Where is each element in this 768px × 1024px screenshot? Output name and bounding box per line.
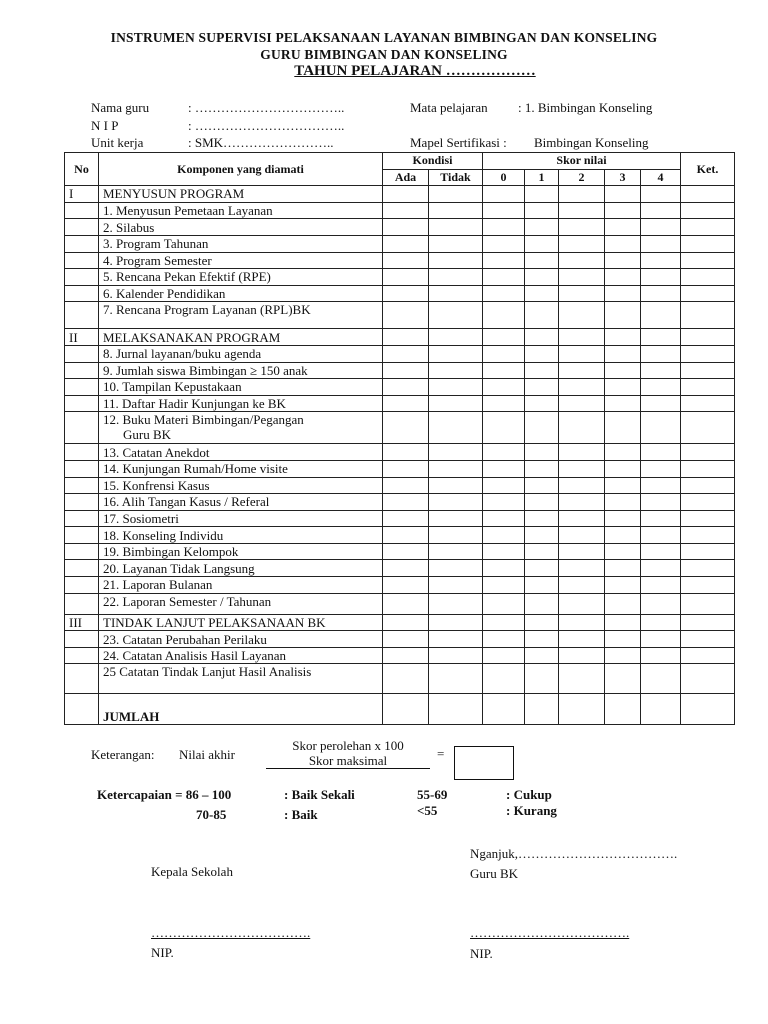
- formula-denominator: Skor maksimal: [308, 753, 388, 768]
- item-label: 14. Kunjungan Rumah/Home visite: [99, 460, 383, 477]
- title-line-2: GURU BIMBINGAN DAN KONSELING: [260, 47, 508, 62]
- mapel-sertifikasi-label: Mapel Sertifikasi :: [410, 135, 507, 150]
- title-line-3: [280, 63, 550, 80]
- tahun-pelajaran-text: TAHUN PELAJARAN ………………: [294, 63, 536, 79]
- mapel-label: Mata pelajaran: [410, 100, 488, 115]
- item-label-two-line: [99, 412, 383, 444]
- section-number: I: [65, 186, 99, 203]
- item-label: 18. Konseling Individu: [99, 527, 383, 544]
- item-label: 20. Layanan Tidak Langsung: [99, 560, 383, 577]
- table-row: [65, 235, 735, 252]
- item-label-continued: Guru BK: [123, 427, 172, 443]
- table-row: [65, 395, 735, 412]
- nip-value: : ……………………………..: [188, 118, 345, 133]
- nip-label: N I P: [91, 118, 119, 133]
- mapel-sertifikasi-value: Bimbingan Konseling: [534, 135, 649, 150]
- item-label: 8. Jurnal layanan/buku agenda: [99, 345, 383, 362]
- header-score-1: 1: [525, 169, 559, 186]
- mapel-value: : 1. Bimbingan Konseling: [518, 100, 653, 115]
- item-label: 2. Silabus: [99, 219, 383, 236]
- section-title: MELAKSANAKAN PROGRAM: [99, 329, 383, 346]
- item-label: 19. Bimbingan Kelompok: [99, 543, 383, 560]
- table-row: [65, 494, 735, 511]
- header-score-2: 2: [559, 169, 605, 186]
- header-score-3: 3: [605, 169, 641, 186]
- nilai-akhir-label: Nilai akhir: [179, 747, 235, 762]
- title-line-1: INSTRUMEN SUPERVISI PELAKSANAAN LAYANAN BIMBINGAN DAN KONSELING: [110, 30, 658, 45]
- table-row: [65, 593, 735, 614]
- kepala-sekolah-label: Kepala Sekolah: [151, 864, 233, 879]
- nip-left-label: NIP.: [151, 945, 174, 960]
- range-below-55: <55: [417, 803, 438, 818]
- formula-numerator: Skor perolehan x 100: [292, 738, 404, 753]
- jumlah-label: JUMLAH: [99, 694, 383, 725]
- unit-kerja-value: : SMK……………………..: [188, 135, 334, 150]
- item-label: 17. Sosiometri: [99, 510, 383, 527]
- table-row: [65, 345, 735, 362]
- ketercapaian-label: Ketercapaian = 86 – 100: [97, 787, 232, 802]
- table-row: [65, 460, 735, 477]
- kurang-label: : Kurang: [506, 803, 557, 818]
- header-score-4: 4: [641, 169, 681, 186]
- table-row: [65, 269, 735, 286]
- table-row: [65, 510, 735, 527]
- table-row: [65, 577, 735, 594]
- table-row: [65, 477, 735, 494]
- item-label: 22. Laporan Semester / Tahunan: [99, 593, 383, 614]
- table-row: [65, 664, 735, 694]
- item-label: 11. Daftar Hadir Kunjungan ke BK: [99, 395, 383, 412]
- section-number: II: [65, 329, 99, 346]
- section-row: [65, 614, 735, 631]
- section-number: III: [65, 614, 99, 631]
- table-row: [65, 560, 735, 577]
- item-label: 10. Tampilan Kepustakaan: [99, 379, 383, 396]
- nama-guru-label: Nama guru: [91, 100, 150, 115]
- place-date: Nganjuk,……………………………….: [470, 846, 678, 861]
- keterangan-label: Keterangan:: [91, 747, 155, 762]
- total-row: [65, 694, 735, 725]
- table-row: [65, 444, 735, 461]
- item-label: 25 Catatan Tindak Lanjut Hasil Analisis: [99, 664, 383, 694]
- section-row: [65, 329, 735, 346]
- header-skor-nilai: Skor nilai: [483, 153, 681, 170]
- supervision-table: [64, 152, 735, 725]
- header-score-0: 0: [483, 169, 525, 186]
- header-komponen: Komponen yang diamati: [99, 153, 383, 186]
- section-row: [65, 186, 735, 203]
- table-row: [65, 362, 735, 379]
- baik-label: : Baik: [284, 807, 318, 822]
- item-label: 13. Catatan Anekdot: [99, 444, 383, 461]
- table-row: [65, 252, 735, 269]
- item-label: 7. Rencana Program Layanan (RPL)BK: [99, 302, 383, 329]
- item-label: 9. Jumlah siswa Bimbingan ≥ 150 anak: [99, 362, 383, 379]
- item-label: 16. Alih Tangan Kasus / Referal: [99, 494, 383, 511]
- table-row: [65, 543, 735, 560]
- cukup-label: : Cukup: [506, 787, 552, 802]
- header-tidak: Tidak: [429, 169, 483, 186]
- range-70-85: 70-85: [196, 807, 227, 822]
- section-title: TINDAK LANJUT PELAKSANAAN BK: [99, 614, 383, 631]
- table-row: [65, 302, 735, 329]
- item-label: 4. Program Semester: [99, 252, 383, 269]
- item-label: 23. Catatan Perubahan Perilaku: [99, 631, 383, 648]
- table-row: [65, 285, 735, 302]
- header-ket: Ket.: [681, 153, 735, 186]
- header-row-1: [65, 153, 735, 170]
- item-label: 3. Program Tahunan: [99, 235, 383, 252]
- header-kondisi: Kondisi: [383, 153, 483, 170]
- item-label: 21. Laporan Bulanan: [99, 577, 383, 594]
- item-label: 24. Catatan Analisis Hasil Layanan: [99, 647, 383, 664]
- result-box: [454, 746, 514, 780]
- signature-line-left: ……………………………….: [151, 925, 311, 940]
- table-row: [65, 527, 735, 544]
- unit-kerja-label: Unit kerja: [91, 135, 144, 150]
- item-label: 12. Buku Materi Bimbingan/Pegangan: [103, 412, 304, 428]
- item-label: 1. Menyusun Pemetaan Layanan: [99, 202, 383, 219]
- signature-line-right: ……………………………….: [470, 925, 630, 940]
- item-label: 15. Konfrensi Kasus: [99, 477, 383, 494]
- table-row: [65, 379, 735, 396]
- table-row: [65, 202, 735, 219]
- range-55-69: 55-69: [417, 787, 448, 802]
- header-ada: Ada: [383, 169, 429, 186]
- table-row: [65, 647, 735, 664]
- table-row: [65, 219, 735, 236]
- nip-right-label: NIP.: [470, 946, 493, 961]
- table-row: [65, 631, 735, 648]
- nama-guru-value: : ……………………………..: [188, 100, 345, 115]
- item-label: 6. Kalender Pendidikan: [99, 285, 383, 302]
- baik-sekali-label: : Baik Sekali: [284, 787, 355, 802]
- header-no: No: [65, 153, 99, 186]
- table-row: [65, 412, 735, 444]
- section-title: MENYUSUN PROGRAM: [99, 186, 383, 203]
- guru-bk-label: Guru BK: [470, 866, 519, 881]
- item-label: 5. Rencana Pekan Efektif (RPE): [99, 269, 383, 286]
- equals-sign: =: [437, 746, 445, 761]
